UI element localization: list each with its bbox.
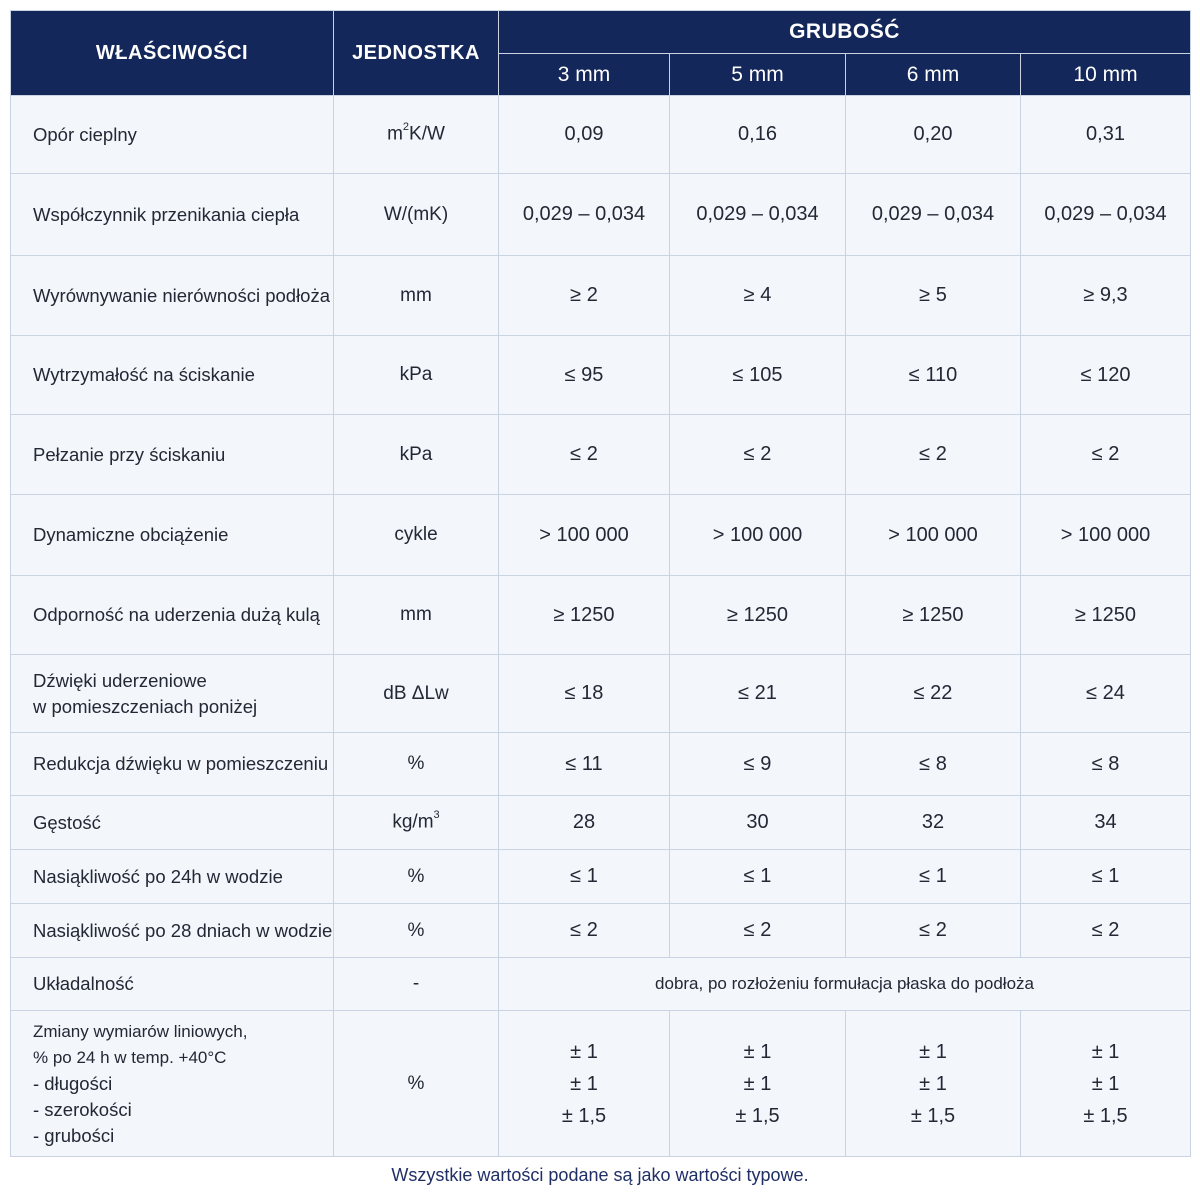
value-cell: ± 1 ± 1 ± 1,5 — [846, 1011, 1021, 1157]
value-cell: 30 — [670, 796, 846, 850]
property-label: Nasiąkliwość po 24h w wodzie — [11, 850, 334, 904]
spec-table-container — [10, 10, 1190, 1157]
property-label: Nasiąkliwość po 28 dniach w wodzie — [11, 904, 334, 958]
property-label: Wyrównywanie nierówności podłoża — [11, 256, 334, 336]
value-cell: ≤ 2 — [1021, 904, 1191, 958]
unit-cell: cykle — [334, 495, 499, 576]
property-label: Redukcja dźwięku w pomieszczeniu — [11, 733, 334, 796]
unit-cell: $kg/m^3$ — [334, 796, 499, 850]
property-label: Opór cieplny — [11, 96, 334, 174]
table-row — [11, 904, 1191, 958]
value-cell: ≤ 120 — [1021, 336, 1191, 415]
unit-cell: % — [334, 850, 499, 904]
table-row — [11, 495, 1191, 576]
value-cell: 28 — [499, 796, 670, 850]
property-line: Zmiany wymiarów liniowych, — [33, 1021, 248, 1041]
table-row — [11, 336, 1191, 415]
value-cell: ≥ 2 — [499, 256, 670, 336]
footnote: Wszystkie wartości podane są jako wartości typowe. — [391, 1165, 809, 1185]
value-cell: ≥ 9,3 — [1021, 256, 1191, 336]
value-cell: ≤ 8 — [1021, 733, 1191, 796]
unit-cell: $m^2K/W$ — [334, 96, 499, 174]
value-cell: > 100 000 — [1021, 495, 1191, 576]
property-label-dimensional — [11, 1011, 334, 1157]
unit-cell: % — [334, 1011, 499, 1157]
table-row — [11, 256, 1191, 336]
value-cell: 0,029 – 0,034 — [846, 174, 1021, 256]
header-thickness-6mm: 6 mm — [846, 54, 1021, 96]
header-thickness-5mm: 5 mm — [670, 54, 846, 96]
unit-cell: W/(mK) — [334, 174, 499, 256]
value-cell: ≤ 2 — [670, 415, 846, 495]
value-cell: ≥ 1250 — [1021, 576, 1191, 655]
value-cell: 0,31 — [1021, 96, 1191, 174]
value-cell: ≥ 1250 — [670, 576, 846, 655]
value-cell: ≤ 1 — [846, 850, 1021, 904]
value-cell: 32 — [846, 796, 1021, 850]
value-cell: ≤ 110 — [846, 336, 1021, 415]
property-label: Wytrzymałość na ściskanie — [11, 336, 334, 415]
properties-table — [10, 10, 1191, 1157]
value-cell: ≥ 1250 — [846, 576, 1021, 655]
value-cell: ± 1 ± 1 ± 1,5 — [670, 1011, 846, 1157]
header-thickness-group: GRUBOŚĆ — [499, 11, 1191, 54]
value-cell: > 100 000 — [846, 495, 1021, 576]
header-unit: JEDNOSTKA — [334, 11, 499, 96]
property-label: Dźwięki uderzeniowe w pomieszczeniach poniżej — [11, 655, 334, 733]
value-cell: 0,029 – 0,034 — [1021, 174, 1191, 256]
value-cell: ≤ 18 — [499, 655, 670, 733]
value-cell: ≤ 9 — [670, 733, 846, 796]
value-cell: ≤ 2 — [499, 415, 670, 495]
value-cell: 0,16 — [670, 96, 846, 174]
value-cell: ≤ 95 — [499, 336, 670, 415]
value-cell: ≥ 1250 — [499, 576, 670, 655]
table-row-dimensional — [11, 1011, 1191, 1157]
table-row — [11, 796, 1191, 850]
value-cell: ≤ 105 — [670, 336, 846, 415]
table-row — [11, 655, 1191, 733]
value-cell: 0,029 – 0,034 — [499, 174, 670, 256]
value-cell: ≤ 11 — [499, 733, 670, 796]
unit-cell: dB ΔLw — [334, 655, 499, 733]
value-cell: 0,029 – 0,034 — [670, 174, 846, 256]
value-cell: ≥ 5 — [846, 256, 1021, 336]
value-cell: ≤ 2 — [670, 904, 846, 958]
value-cell: > 100 000 — [670, 495, 846, 576]
value-cell: ≤ 2 — [499, 904, 670, 958]
value-cell: ± 1 ± 1 ± 1,5 — [1021, 1011, 1191, 1157]
unit-cell: mm — [334, 576, 499, 655]
value-cell: ≤ 2 — [846, 904, 1021, 958]
unit-cell: kPa — [334, 336, 499, 415]
value-cell: ≤ 2 — [846, 415, 1021, 495]
value-cell: ≤ 24 — [1021, 655, 1191, 733]
property-line: - długości — [33, 1072, 113, 1094]
property-line: - szerokości — [33, 1098, 132, 1120]
unit-cell: mm — [334, 256, 499, 336]
value-cell: ≤ 21 — [670, 655, 846, 733]
value-cell: ± 1 ± 1 ± 1,5 — [499, 1011, 670, 1157]
table-row — [11, 850, 1191, 904]
value-cell: 34 — [1021, 796, 1191, 850]
value-cell: 0,09 — [499, 96, 670, 174]
header-thickness-3mm: 3 mm — [499, 54, 670, 96]
value-cell: ≤ 2 — [1021, 415, 1191, 495]
table-row — [11, 576, 1191, 655]
value-cell: 0,20 — [846, 96, 1021, 174]
property-label: Gęstość — [11, 796, 334, 850]
unit-cell: % — [334, 733, 499, 796]
header-thickness-10mm: 10 mm — [1021, 54, 1191, 96]
table-row-layability — [11, 958, 1191, 1011]
value-cell: > 100 000 — [499, 495, 670, 576]
value-cell: ≤ 8 — [846, 733, 1021, 796]
header-properties: WŁAŚCIWOŚCI — [11, 11, 334, 96]
value-cell: ≤ 1 — [1021, 850, 1191, 904]
value-cell: ≤ 1 — [670, 850, 846, 904]
layability-value: dobra, po rozłożeniu formułacja płaska do podłoża — [499, 958, 1191, 1011]
value-cell: ≤ 22 — [846, 655, 1021, 733]
unit-cell: % — [334, 904, 499, 958]
table-row — [11, 96, 1191, 174]
property-label: Odporność na uderzenia dużą kulą — [11, 576, 334, 655]
table-row — [11, 733, 1191, 796]
property-label: Dynamiczne obciążenie — [11, 495, 334, 576]
value-cell: ≤ 1 — [499, 850, 670, 904]
unit-cell: kPa — [334, 415, 499, 495]
property-label: Układalność — [11, 958, 334, 1011]
table-row — [11, 415, 1191, 495]
property-label: Pełzanie przy ściskaniu — [11, 415, 334, 495]
property-line: % po 24 h w temp. +40°C — [33, 1047, 227, 1067]
value-cell: ≥ 4 — [670, 256, 846, 336]
property-line: - grubości — [33, 1124, 115, 1146]
table-row — [11, 174, 1191, 256]
property-label: Współczynnik przenikania ciepła — [11, 174, 334, 256]
unit-cell: - — [334, 958, 499, 1011]
